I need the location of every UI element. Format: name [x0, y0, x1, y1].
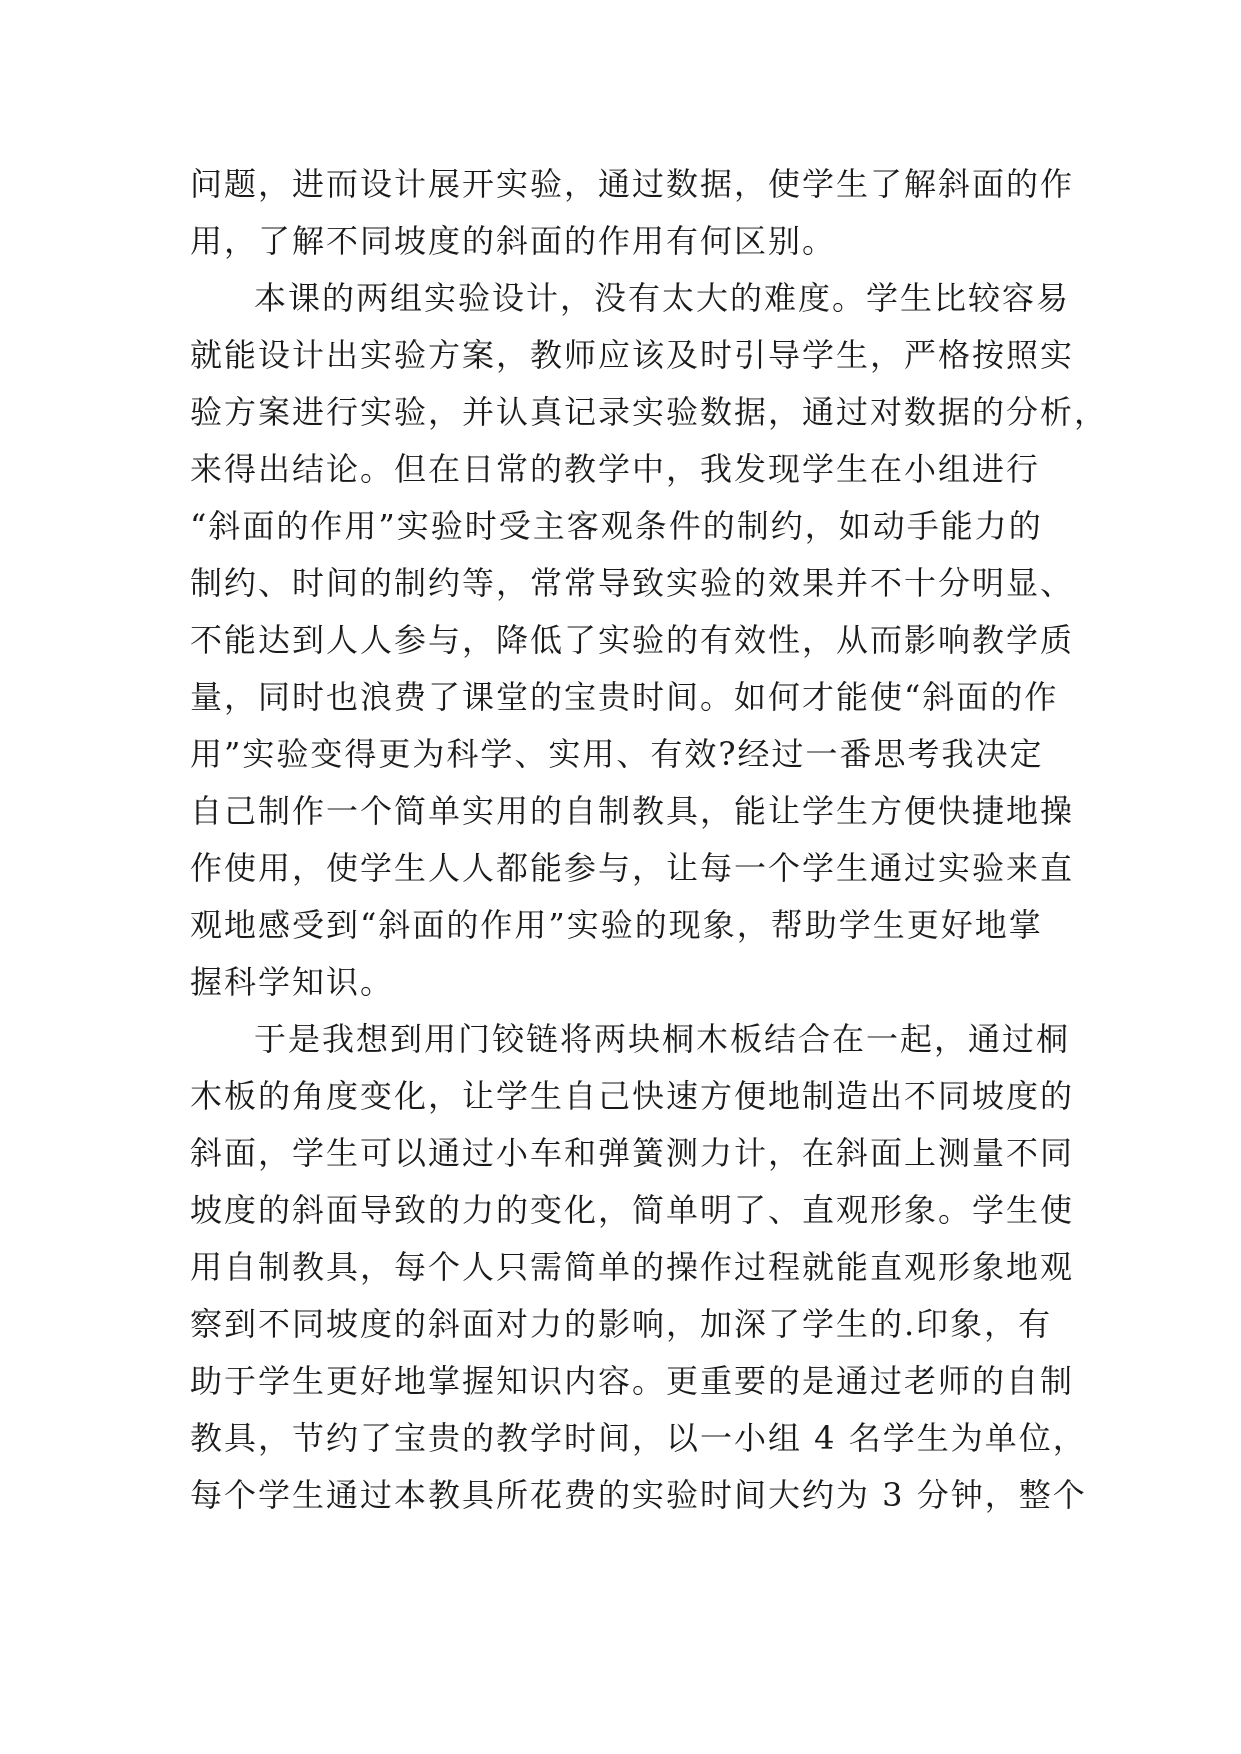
text-line: 坡度的斜面导致的力的变化，简单明了、直观形象。学生使 — [190, 1191, 1075, 1229]
text-line: 问题，进而设计展开实验，通过数据，使学生了解斜面的作 — [190, 165, 1075, 203]
text-line: 就能设计出实验方案，教师应该及时引导学生，严格按照实 — [190, 336, 1075, 374]
text-line: “斜面的作用”实验时受主客观条件的制约，如动手能力的 — [190, 507, 1043, 545]
text-line: 不能达到人人参与，降低了实验的有效性，从而影响教学质 — [190, 621, 1075, 659]
text-line: 教具，节约了宝贵的教学时间，以一小组 4 名学生为单位， — [190, 1419, 1087, 1457]
text-line: 握科学知识。 — [190, 963, 395, 1001]
text-line: 察到不同坡度的斜面对力的影响，加深了学生的.印象，有 — [190, 1305, 1053, 1343]
text-line: 验方案进行实验，并认真记录实验数据，通过对数据的分析， — [190, 393, 1109, 431]
text-line: 作使用，使学生人人都能参与，让每一个学生通过实验来直 — [190, 849, 1075, 887]
text-line: 制约、时间的制约等，常常导致实验的效果并不十分明显、 — [190, 564, 1075, 602]
text-line: 量，同时也浪费了课堂的宝贵时间。如何才能使“斜面的作 — [190, 678, 1059, 716]
text-line: 用”实验变得更为科学、实用、有效?经过一番思考我决定 — [190, 735, 1044, 773]
text-line: 木板的角度变化，让学生自己快速方便地制造出不同坡度的 — [190, 1077, 1075, 1115]
text-line: 观地感受到“斜面的作用”实验的现象，帮助学生更好地掌 — [190, 906, 1043, 944]
body-text — [190, 156, 1109, 1524]
text-line: 自己制作一个简单实用的自制教具，能让学生方便快捷地操 — [190, 792, 1075, 830]
text-line: 本课的两组实验设计，没有太大的难度。学生比较容易 — [254, 279, 1071, 317]
text-line: 斜面，学生可以通过小车和弹簧测力计，在斜面上测量不同 — [190, 1134, 1075, 1172]
text-line: 用自制教具，每个人只需简单的操作过程就能直观形象地观 — [190, 1248, 1075, 1286]
text-line: 于是我想到用门铰链将两块桐木板结合在一起，通过桐 — [254, 1020, 1071, 1058]
text-line: 助于学生更好地掌握知识内容。更重要的是通过老师的自制 — [190, 1362, 1075, 1400]
text-line: 用，了解不同坡度的斜面的作用有何区别。 — [190, 222, 837, 260]
text-line: 每个学生通过本教具所花费的实验时间大约为 3 分钟，整个 — [190, 1476, 1087, 1514]
text-line: 来得出结论。但在日常的教学中，我发现学生在小组进行 — [190, 450, 1041, 488]
